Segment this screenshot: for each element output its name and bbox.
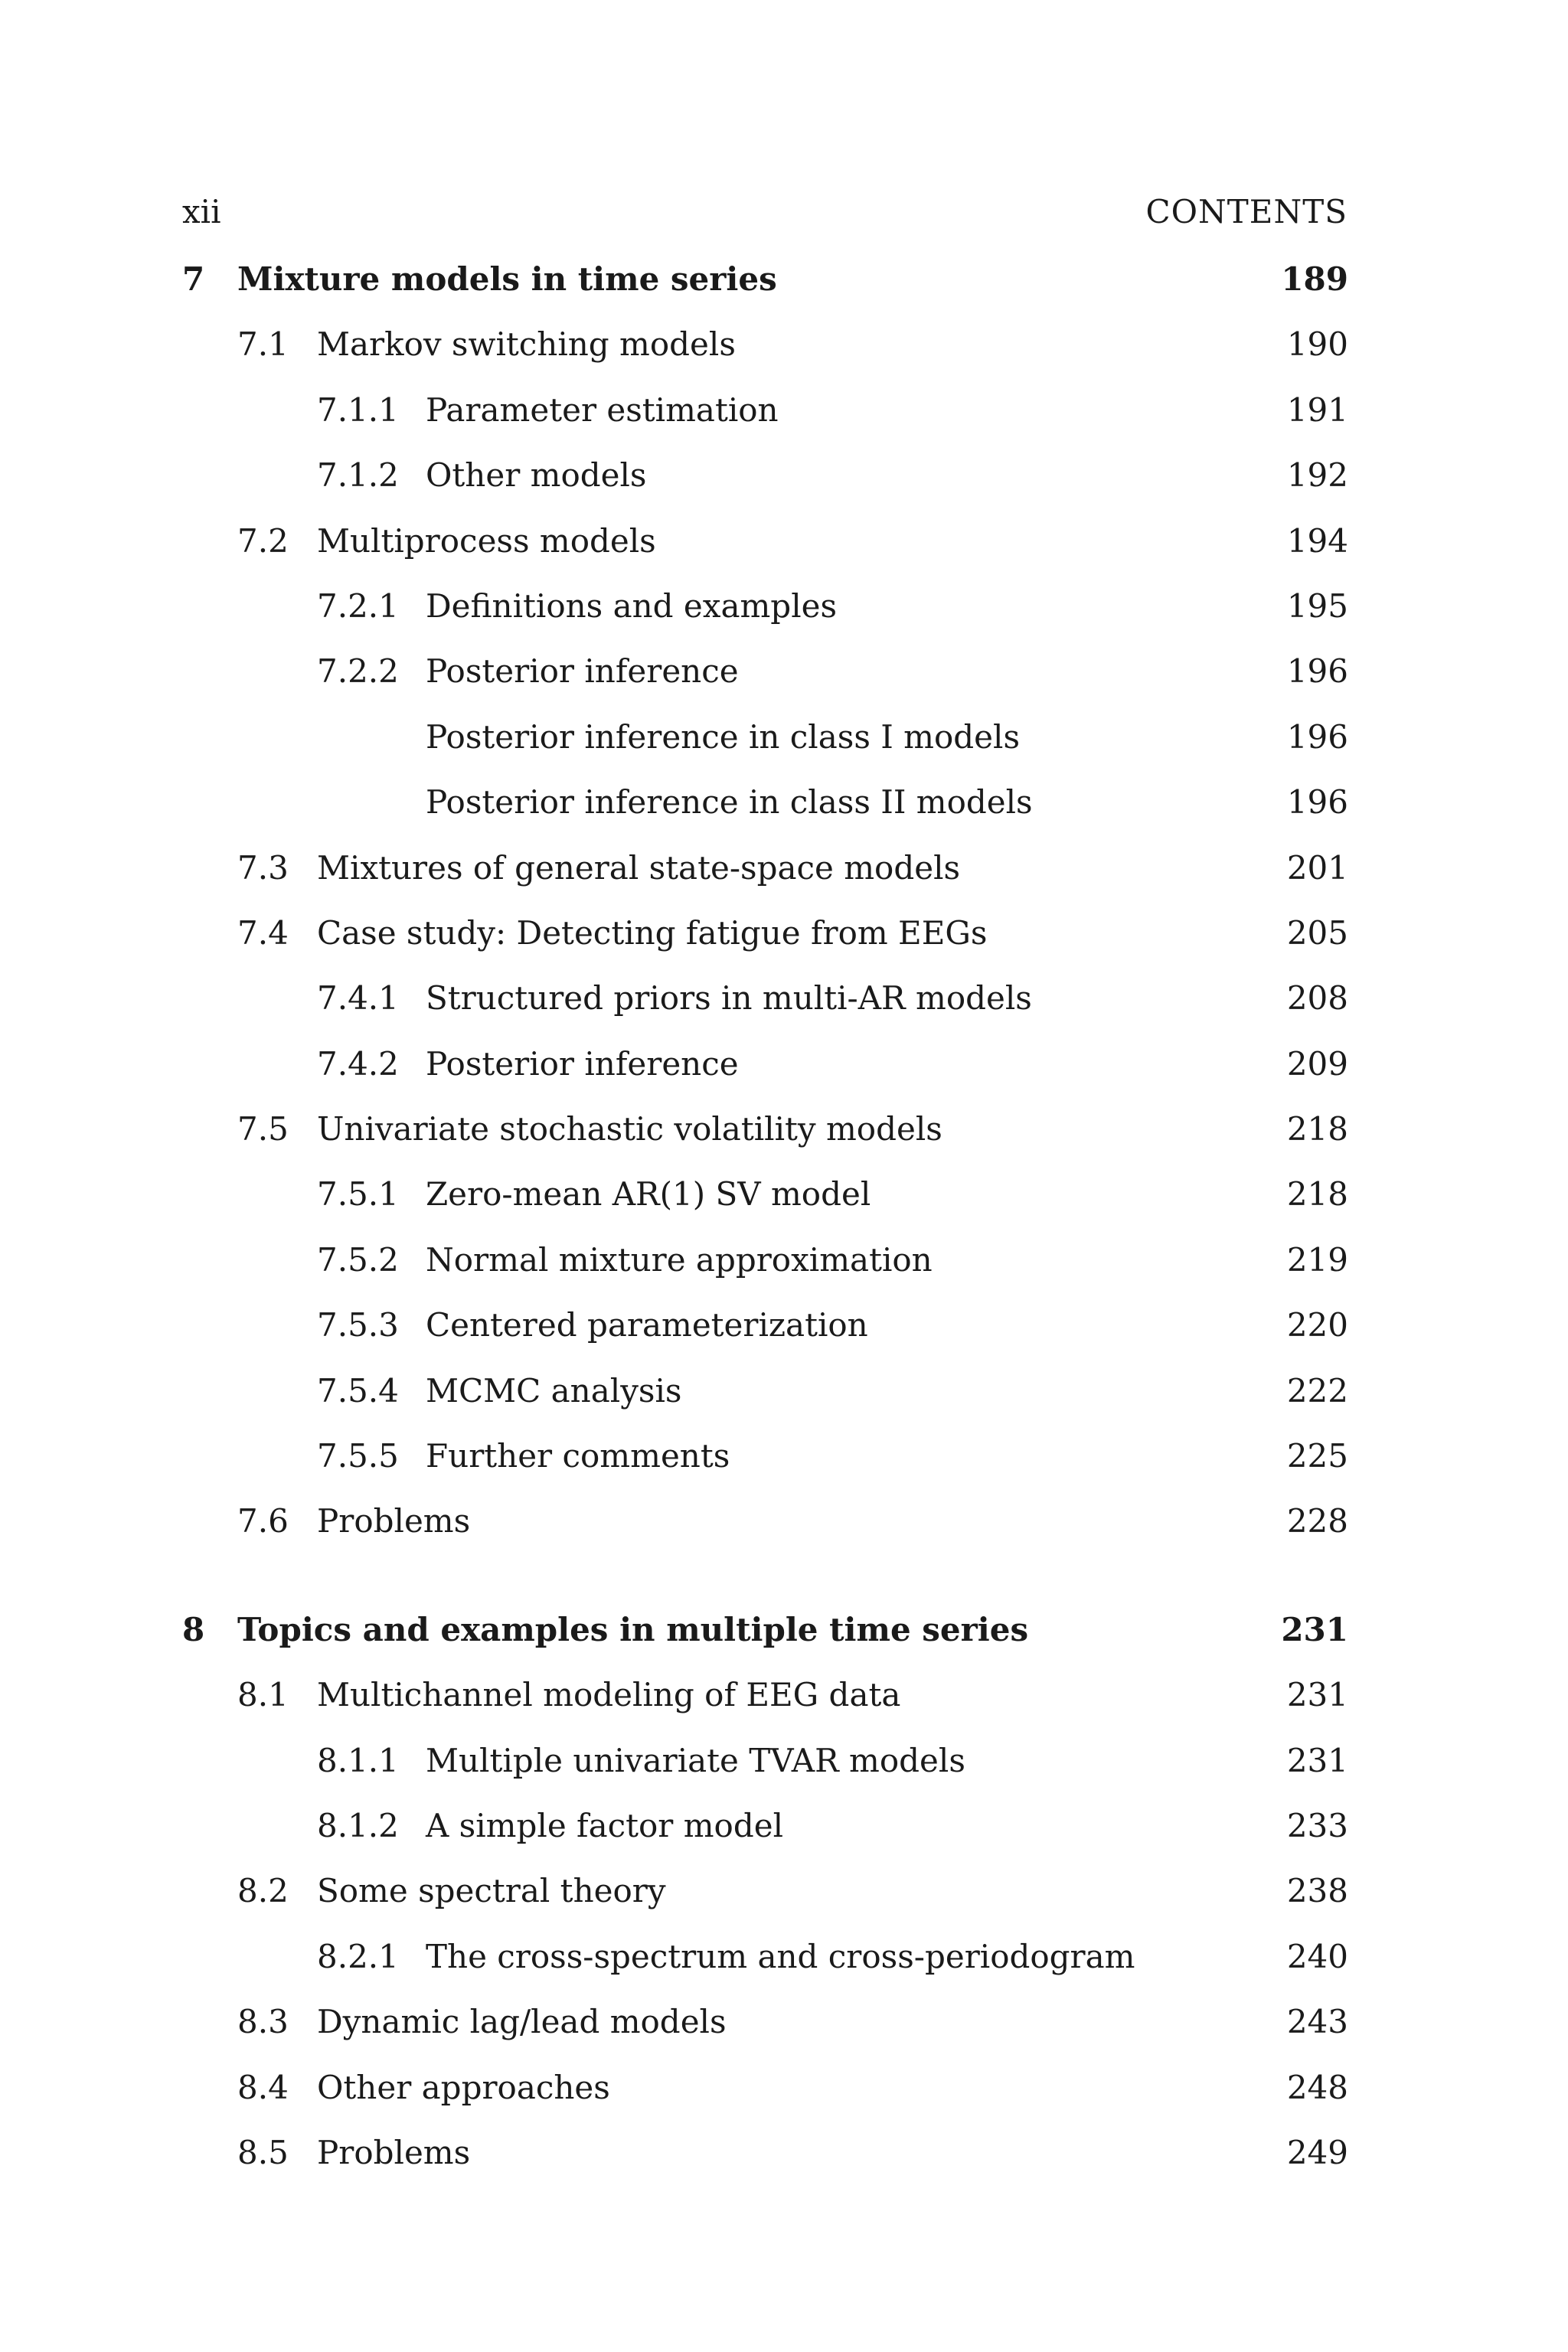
- toc-subsection[interactable]: [0, 1045, 1568, 1110]
- toc-section[interactable]: [0, 1110, 1568, 1175]
- toc-number: 8.2.1: [317, 1937, 399, 1975]
- toc-number: 7.6: [237, 1502, 289, 1540]
- toc-title: Further comments: [426, 1437, 730, 1475]
- toc-page-number: 192: [1286, 456, 1348, 495]
- toc-number: 7.1: [237, 325, 289, 364]
- toc-subsection[interactable]: [0, 587, 1568, 652]
- toc-number: 8.2: [237, 1872, 289, 1910]
- toc-number: 8.3: [237, 2003, 289, 2041]
- toc-number: 7.4.2: [317, 1044, 399, 1083]
- toc-subsection[interactable]: [0, 1241, 1568, 1306]
- toc-number: 8: [182, 1610, 205, 1648]
- toc-page-number: 194: [1286, 521, 1348, 560]
- toc-title: Other models: [426, 456, 647, 495]
- toc-page-number: 248: [1286, 2068, 1348, 2106]
- toc-title: Univariate stochastic volatility models: [317, 1110, 942, 1148]
- toc-title: Dynamic lag/lead models: [317, 2003, 727, 2041]
- toc-title: Mixture models in time series: [237, 260, 777, 298]
- toc-title: Normal mixture approximation: [426, 1240, 933, 1279]
- toc-number: 7.5.5: [317, 1437, 399, 1475]
- toc-title: Posterior inference in class I models: [426, 717, 1021, 756]
- toc-section[interactable]: [0, 1502, 1568, 1567]
- toc-number: 7.5.1: [317, 1175, 399, 1214]
- toc-page-number: 218: [1286, 1175, 1348, 1214]
- toc-title: Multichannel modeling of EEG data: [317, 1676, 901, 1714]
- toc-title: Definitions and examples: [426, 586, 838, 625]
- toc-subsection[interactable]: [0, 456, 1568, 521]
- page-number: xii: [182, 193, 221, 230]
- toc-subsection[interactable]: [0, 1437, 1568, 1502]
- toc-title: Zero-mean AR(1) SV model: [426, 1175, 871, 1214]
- toc-number: 8.5: [237, 2133, 289, 2171]
- toc-title: Mixtures of general state-space models: [317, 848, 961, 887]
- toc-page-number: 196: [1286, 783, 1348, 822]
- toc-number: 7.1.2: [317, 456, 399, 495]
- toc-number: 7.1.1: [317, 390, 399, 429]
- toc-section[interactable]: [0, 522, 1568, 587]
- toc-title: A simple factor model: [426, 1806, 784, 1844]
- toc-number: 7.2.1: [317, 586, 399, 625]
- toc-paragraph[interactable]: [0, 783, 1568, 848]
- toc-number: 7.4: [237, 913, 289, 952]
- toc-page-number: 209: [1286, 1044, 1348, 1083]
- toc-number: 7.5.4: [317, 1371, 399, 1410]
- toc-number: 8.1.2: [317, 1806, 399, 1844]
- toc-section[interactable]: [0, 1676, 1568, 1741]
- toc-title: Problems: [317, 1502, 471, 1540]
- toc-subsection[interactable]: [0, 1938, 1568, 2003]
- running-head: [182, 193, 1348, 239]
- toc-title: Other approaches: [317, 2068, 610, 2106]
- toc-page-number: 233: [1286, 1806, 1348, 1844]
- toc-title: Markov switching models: [317, 325, 736, 364]
- toc-page-number: 231: [1286, 1741, 1348, 1779]
- toc-page-number: 240: [1286, 1937, 1348, 1975]
- toc-chapter-7[interactable]: [0, 260, 1568, 325]
- toc-number: 7.2: [237, 521, 289, 560]
- toc-section[interactable]: [0, 1872, 1568, 1937]
- toc-number: 8.1: [237, 1676, 289, 1714]
- toc-subsection[interactable]: [0, 1742, 1568, 1807]
- toc-number: 7.2.2: [317, 652, 399, 691]
- toc-subsection[interactable]: [0, 1807, 1568, 1872]
- toc-section[interactable]: [0, 2003, 1568, 2068]
- toc-page-number: 219: [1286, 1240, 1348, 1279]
- toc-title: Centered parameterization: [426, 1306, 868, 1344]
- toc-page-number: 189: [1281, 260, 1348, 298]
- toc-subsection[interactable]: [0, 1306, 1568, 1371]
- toc-paragraph[interactable]: [0, 718, 1568, 783]
- toc-page-number: 222: [1286, 1371, 1348, 1410]
- toc-page-number: 196: [1286, 652, 1348, 691]
- toc-title: MCMC analysis: [426, 1371, 682, 1410]
- toc-page-number: 191: [1286, 390, 1348, 429]
- toc-number: 8.4: [237, 2068, 289, 2106]
- toc-page-number: 220: [1286, 1306, 1348, 1344]
- toc-page-number: 195: [1286, 586, 1348, 625]
- toc-title: Multiple univariate TVAR models: [426, 1741, 965, 1779]
- toc-title: Parameter estimation: [426, 390, 779, 429]
- toc-title: Structured priors in multi-AR models: [426, 979, 1032, 1018]
- toc-number: 7.4.1: [317, 979, 399, 1018]
- toc-subsection[interactable]: [0, 979, 1568, 1044]
- toc-title: Problems: [317, 2133, 471, 2171]
- toc-page-number: 238: [1286, 1872, 1348, 1910]
- toc-page-number: 208: [1286, 979, 1348, 1018]
- toc-section[interactable]: [0, 2069, 1568, 2134]
- toc-page-number: 201: [1286, 848, 1348, 887]
- toc-section[interactable]: [0, 2134, 1568, 2199]
- toc-title: Some spectral theory: [317, 1872, 666, 1910]
- toc-number: 7.5.2: [317, 1240, 399, 1279]
- toc-section[interactable]: [0, 325, 1568, 390]
- toc-title: Posterior inference: [426, 1044, 739, 1083]
- toc-subsection[interactable]: [0, 391, 1568, 456]
- toc-title: Posterior inference in class II models: [426, 783, 1033, 822]
- toc-section[interactable]: [0, 849, 1568, 914]
- toc-page-number: 231: [1281, 1610, 1348, 1648]
- toc-title: Multiprocess models: [317, 521, 656, 560]
- toc-page-number: 205: [1286, 913, 1348, 952]
- toc-number: 8.1.1: [317, 1741, 399, 1779]
- toc-page-number: 249: [1286, 2133, 1348, 2171]
- toc-page-number: 196: [1286, 717, 1348, 756]
- toc-page-number: 231: [1286, 1676, 1348, 1714]
- toc-number: 7.5.3: [317, 1306, 399, 1344]
- toc-subsection[interactable]: [0, 1372, 1568, 1437]
- toc-page-number: 228: [1286, 1502, 1348, 1540]
- toc-chapter-8[interactable]: [0, 1611, 1568, 1676]
- toc-title: The cross-spectrum and cross-periodogram: [426, 1937, 1135, 1975]
- toc-number: 7.5: [237, 1110, 289, 1148]
- toc-title: Topics and examples in multiple time series: [237, 1610, 1029, 1648]
- toc-page-number: 190: [1286, 325, 1348, 364]
- toc-page-number: 218: [1286, 1110, 1348, 1148]
- running-title: CONTENTS: [1145, 193, 1348, 230]
- table-of-contents: [0, 260, 1568, 2199]
- toc-number: 7.3: [237, 848, 289, 887]
- toc-title: Posterior inference: [426, 652, 739, 691]
- toc-subsection[interactable]: [0, 1175, 1568, 1240]
- toc-number: 7: [182, 260, 205, 298]
- toc-title: Case study: Detecting fatigue from EEGs: [317, 913, 988, 952]
- toc-subsection[interactable]: [0, 652, 1568, 717]
- chapter-separator: [0, 1568, 1568, 1611]
- toc-page-number: 243: [1286, 2003, 1348, 2041]
- toc-page-number: 225: [1286, 1437, 1348, 1475]
- toc-section[interactable]: [0, 914, 1568, 979]
